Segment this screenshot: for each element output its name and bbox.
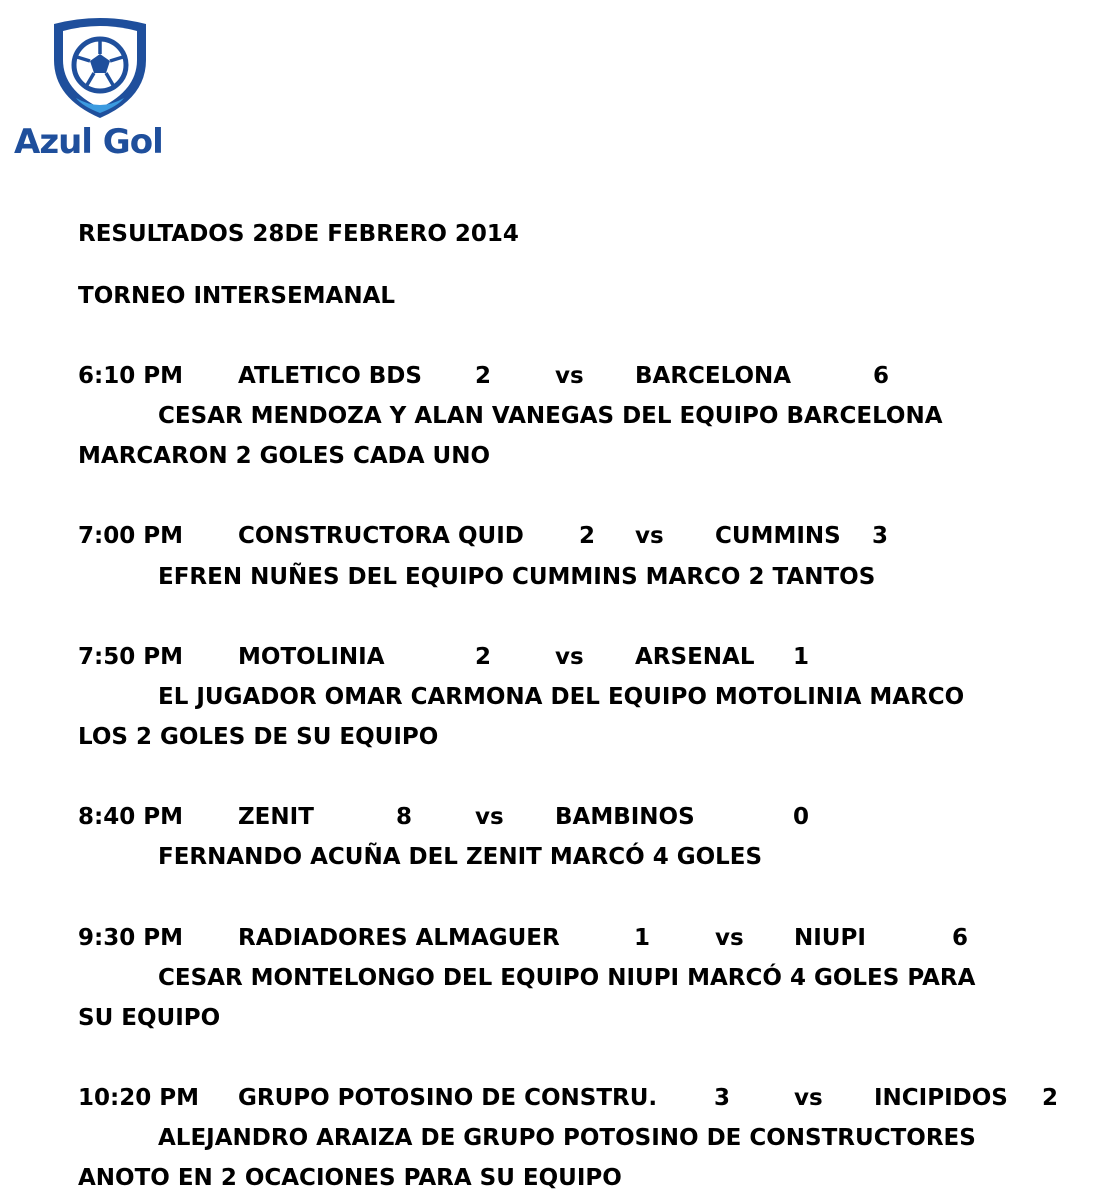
page-title: RESULTADOS 28DE FEBRERO 2014 <box>78 221 519 247</box>
home-team: GRUPO POTOSINO DE CONSTRU. <box>238 1085 658 1111</box>
home-team: RADIADORES ALMAGUER <box>238 925 560 951</box>
away-score: 6 <box>952 925 969 951</box>
away-team: INCIPIDOS <box>874 1085 1008 1111</box>
away-team: NIUPI <box>794 925 866 951</box>
match-note: CESAR MONTELONGO DEL EQUIPO NIUPI MARCÓ 4 GOLES PARA <box>158 965 976 991</box>
home-score: 3 <box>714 1085 731 1111</box>
match-time: 10:20 PM <box>78 1085 199 1111</box>
versus-label: vs <box>475 804 504 830</box>
home-score: 8 <box>396 804 413 830</box>
versus-label: vs <box>715 925 744 951</box>
away-score: 1 <box>793 644 810 670</box>
home-score: 2 <box>475 363 492 389</box>
match-note: EFREN NUÑES DEL EQUIPO CUMMINS MARCO 2 TANTOS <box>158 564 876 590</box>
match-time: 7:00 PM <box>78 523 183 549</box>
match-note-continued: SU EQUIPO <box>78 1005 221 1031</box>
match-note: ALEJANDRO ARAIZA DE GRUPO POTOSINO DE CONSTRUCTORES <box>158 1125 976 1151</box>
match-time: 8:40 PM <box>78 804 183 830</box>
away-team: BAMBINOS <box>555 804 695 830</box>
home-team: CONSTRUCTORA QUID <box>238 523 524 549</box>
home-team: MOTOLINIA <box>238 644 385 670</box>
match-note-continued: LOS 2 GOLES DE SU EQUIPO <box>78 724 439 750</box>
match-note: EL JUGADOR OMAR CARMONA DEL EQUIPO MOTOLINIA MARCO <box>158 684 965 710</box>
match-note: FERNANDO ACUÑA DEL ZENIT MARCÓ 4 GOLES <box>158 844 763 870</box>
match-note: CESAR MENDOZA Y ALAN VANEGAS DEL EQUIPO BARCELONA <box>158 403 943 429</box>
home-team: ZENIT <box>238 804 314 830</box>
soccer-ball-shield-icon <box>46 14 154 122</box>
away-team: BARCELONA <box>635 363 792 389</box>
brand-name: Azul Gol <box>14 122 163 162</box>
versus-label: vs <box>555 363 584 389</box>
match-time: 9:30 PM <box>78 925 183 951</box>
match-note-continued: MARCARON 2 GOLES CADA UNO <box>78 443 491 469</box>
home-team: ATLETICO BDS <box>238 363 422 389</box>
away-score: 2 <box>1042 1085 1059 1111</box>
home-score: 2 <box>579 523 596 549</box>
away-score: 3 <box>872 523 889 549</box>
brand-logo <box>14 14 174 164</box>
away-team: CUMMINS <box>715 523 841 549</box>
match-note-continued: ANOTO EN 2 OCACIONES PARA SU EQUIPO <box>78 1165 622 1191</box>
match-time: 6:10 PM <box>78 363 183 389</box>
home-score: 1 <box>634 925 651 951</box>
page-subtitle: TORNEO INTERSEMANAL <box>78 283 396 309</box>
versus-label: vs <box>635 523 664 549</box>
versus-label: vs <box>794 1085 823 1111</box>
home-score: 2 <box>475 644 492 670</box>
match-time: 7:50 PM <box>78 644 183 670</box>
away-team: ARSENAL <box>635 644 755 670</box>
versus-label: vs <box>555 644 584 670</box>
away-score: 0 <box>793 804 810 830</box>
away-score: 6 <box>873 363 890 389</box>
